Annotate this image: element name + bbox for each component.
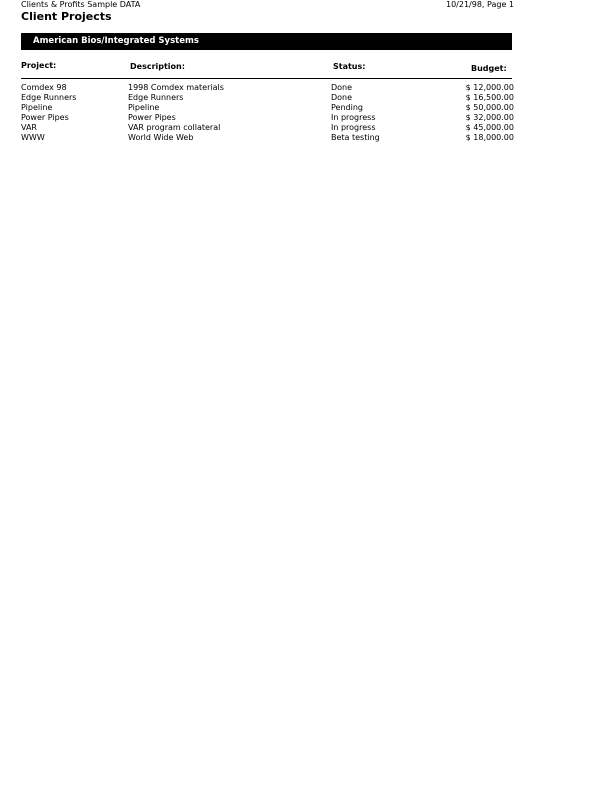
report-header [21,0,140,23]
project-cell: Power Pipes [21,113,69,122]
column-header-description: Description: [130,62,185,71]
table-row [21,133,514,143]
budget-cell: $ 12,000.00 [465,83,514,92]
status-cell: In progress [331,123,376,132]
table-row [21,83,514,93]
description-cell: 1998 Comdex materials [128,83,224,92]
column-header-project: Project: [21,61,57,70]
status-cell: Pending [331,103,363,112]
project-cell: WWW [21,133,45,142]
table-row [21,123,514,133]
column-headers [21,60,512,79]
project-cell: VAR [21,123,37,132]
report-title: Client Projects [21,10,112,23]
project-cell: Edge Runners [21,93,77,102]
status-cell: Done [331,83,353,92]
budget-cell: $ 50,000.00 [465,103,514,112]
project-cell: Pipeline [21,103,53,112]
budget-cell: $ 18,000.00 [465,133,514,142]
project-cell: Comdex 98 [21,83,67,92]
column-header-status: Status: [333,62,366,71]
client-name-bar: American Bios/Integrated Systems [21,33,512,50]
report-subtitle: Clients & Profits Sample DATA [21,0,141,9]
budget-cell: $ 16,500.00 [465,93,514,102]
status-cell: Beta testing [331,133,380,142]
status-cell: Done [331,93,353,102]
table-row [21,113,514,123]
description-cell: Power Pipes [128,113,176,122]
description-cell: World Wide Web [128,133,194,142]
description-cell: VAR program collateral [128,123,221,132]
report-date-page: 10/21/98, Page 1 [445,0,514,9]
budget-cell: $ 45,000.00 [465,123,514,132]
description-cell: Pipeline [128,103,160,112]
table-row [21,93,514,103]
description-cell: Edge Runners [128,93,184,102]
table-row [21,103,514,113]
column-header-budget: Budget: [471,64,507,73]
status-cell: In progress [331,113,376,122]
project-table [21,83,514,143]
budget-cell: $ 32,000.00 [465,113,514,122]
